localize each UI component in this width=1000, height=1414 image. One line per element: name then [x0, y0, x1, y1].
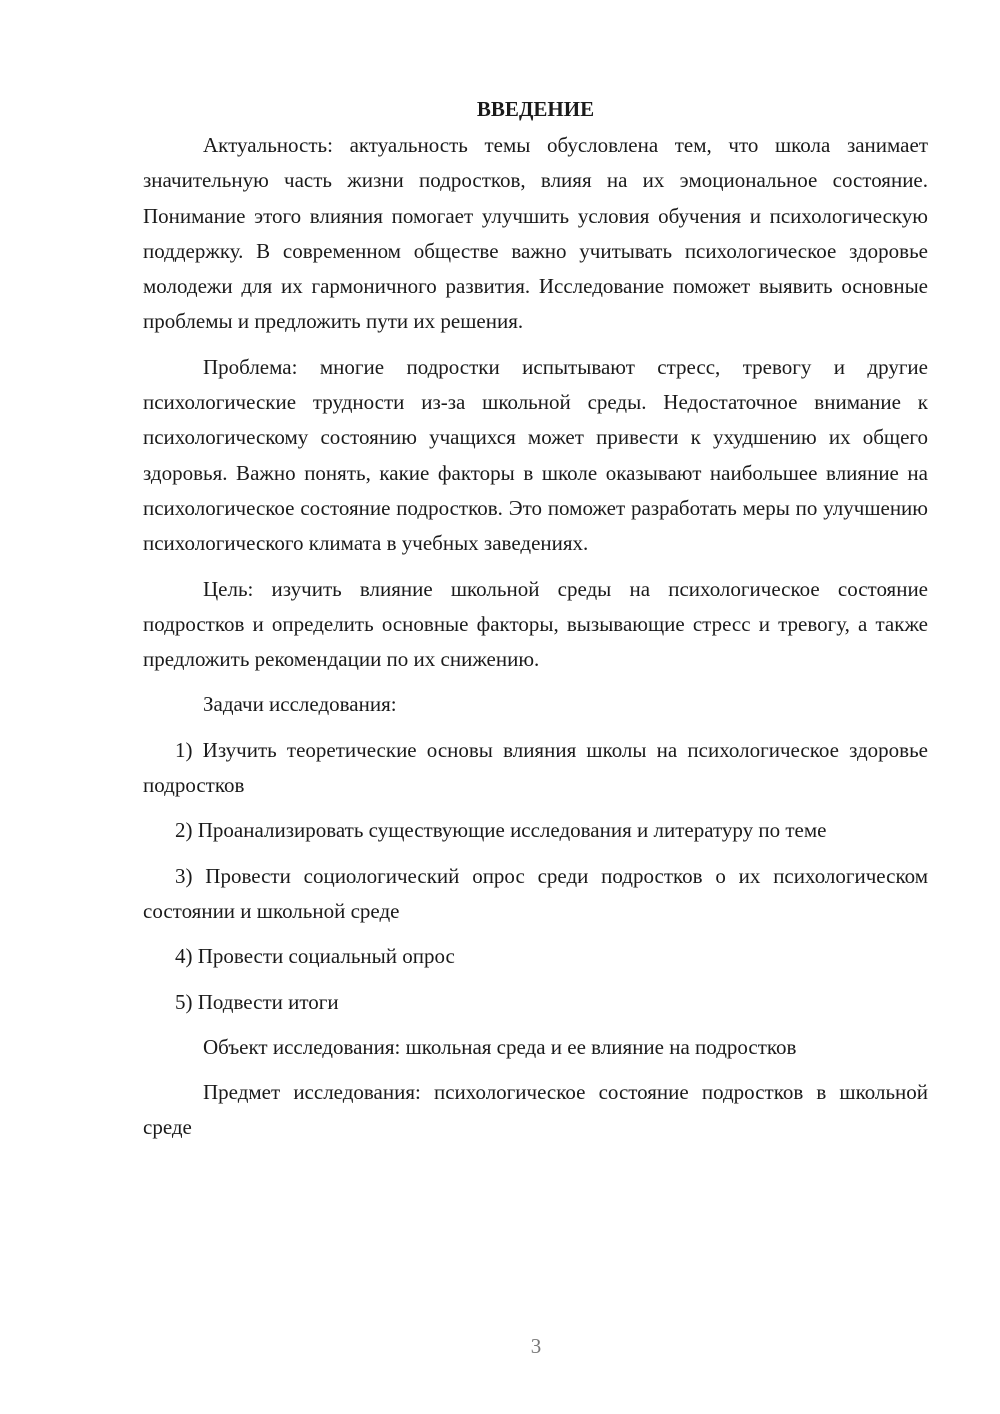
- task-item: 1) Изучить теоретические основы влияния школы на психологическое здоровье подростков: [143, 737, 928, 798]
- problem-paragraph: Проблема: многие подростки испытывают стресс, тревогу и другие психологические трудности из-за школьной среды. Недостаточное внимание к психологическому состоянию учащихся может привести к ухудшению их общего здоровья. Важно понять, какие факторы в школе оказывают наибольшее влияние на психологическое состояние подростков. Это поможет разработать меры по улучшению психологического климата в учебных заведениях.: [143, 354, 928, 556]
- document-page: [143, 94, 928, 1156]
- relevance-paragraph: Актуальность: актуальность темы обусловлена тем, что школа занимает значительную часть жизни подростков, влияя на их эмоциональное состояние. Понимание этого влияния помогает улучшить условия обучения и психологическую поддержку. В современном обществе важно учитывать психологическое здоровье молодежи для их гармоничного развития. Исследование поможет выявить основные проблемы и предложить пути их решения.: [143, 133, 928, 334]
- goal-paragraph: Цель: изучить влияние школьной среды на психологическое состояние подростков и определить основные факторы, вызывающие стресс и тревогу, а также предложить рекомендации по их снижению.: [143, 576, 928, 672]
- task-item: 3) Провести социологический опрос среди подростков о их психологическом состоянии и школьной среде: [143, 863, 928, 923]
- tasks-heading: Задачи исследования:: [203, 692, 397, 717]
- object-paragraph: Объект исследования: школьная среда и ее влияние на подростков: [203, 1034, 797, 1059]
- section-title: ВВЕДЕНИЕ: [476, 97, 595, 121]
- task-item: 2) Проанализировать существующие исследования и литературу по теме: [175, 818, 827, 843]
- subject-paragraph: Предмет исследования: психологическое состояние подростков в школьной среде: [143, 1080, 928, 1140]
- page-number: 3: [530, 1334, 542, 1358]
- tasks-list: [143, 733, 928, 1020]
- task-item: 4) Провести социальный опрос: [175, 944, 455, 969]
- task-item: 5) Подвести итоги: [175, 989, 339, 1014]
